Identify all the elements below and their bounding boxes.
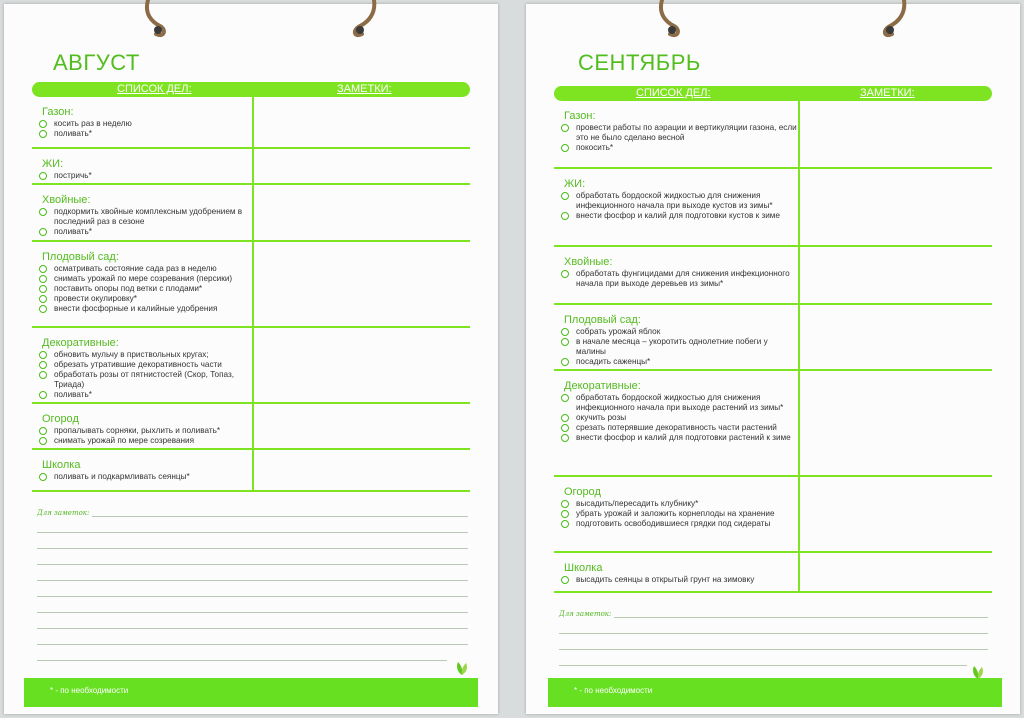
checkbox-circle-icon[interactable] (561, 520, 569, 528)
task-label: обрезать утратившие декоративность части (54, 360, 222, 369)
section-orchard (554, 305, 992, 371)
task-item (554, 509, 802, 519)
note-line[interactable] (37, 628, 468, 629)
section-title: Хвойные: (564, 256, 613, 268)
task-label: осматривать состояние сада раз в неделю (54, 264, 217, 273)
checkbox-circle-icon[interactable] (39, 208, 47, 216)
note-line[interactable] (92, 516, 468, 517)
task-label: обработать бордоской жидкостью для снижения инфекционного начала при выходе растений из зимы* (576, 393, 784, 412)
task-label: окучить розы (576, 413, 627, 422)
checkbox-circle-icon[interactable] (561, 328, 569, 336)
checkbox-circle-icon[interactable] (39, 371, 47, 379)
task-label: покосить* (576, 143, 614, 152)
checkbox-circle-icon[interactable] (39, 391, 47, 399)
task-item (554, 123, 802, 143)
task-item (32, 129, 258, 139)
task-item (554, 519, 802, 529)
task-label: обновить мульчу в приствольных кругах; (54, 350, 209, 359)
section-title: Плодовый сад: (42, 251, 119, 263)
checkbox-circle-icon[interactable] (39, 228, 47, 236)
checkbox-circle-icon[interactable] (39, 130, 47, 138)
task-label: внести фосфор и калий для подготовки растений к зиме (576, 433, 791, 442)
checkbox-circle-icon[interactable] (39, 351, 47, 359)
note-line[interactable] (37, 644, 468, 645)
task-item (32, 294, 258, 304)
footnote: * - по необходимости (50, 686, 129, 695)
section-title: Хвойные: (42, 194, 91, 206)
task-item (32, 436, 258, 446)
checkbox-circle-icon[interactable] (561, 192, 569, 200)
task-label: обработать бордоской жидкостью для снижения инфекционного начала при выходе кустов из зимы* (576, 191, 773, 210)
task-label: обработать розы от пятнистостей (Скор, Топаз, Триада) (54, 370, 235, 389)
twine-binding-icon (344, 0, 378, 40)
task-item (554, 499, 802, 509)
twine-binding-icon (140, 0, 174, 40)
task-item (554, 575, 802, 585)
checkbox-circle-icon[interactable] (561, 576, 569, 584)
task-item (32, 426, 258, 436)
checkbox-circle-icon[interactable] (561, 414, 569, 422)
section-title: Декоративные: (42, 337, 119, 349)
table-header (554, 86, 992, 101)
section-conifers (32, 185, 470, 242)
task-item (32, 274, 258, 284)
task-item (554, 269, 802, 289)
note-line[interactable] (37, 660, 447, 661)
checkbox-circle-icon[interactable] (561, 424, 569, 432)
task-label: собрать урожай яблок (576, 327, 661, 336)
task-label: косить раз в неделю (54, 119, 132, 128)
checkbox-circle-icon[interactable] (39, 285, 47, 293)
task-item (554, 337, 802, 357)
section-title: Огород (42, 413, 79, 425)
task-label: снимать урожай по мере созревания (персики) (54, 274, 233, 283)
note-line[interactable] (37, 548, 468, 549)
task-label: внести фосфорные и калийные удобрения (54, 304, 218, 313)
task-label: внести фосфор и калий для подготовки кустов к зиме (576, 211, 780, 220)
task-label: срезать потерявшие декоративность части растений (576, 423, 777, 432)
checkbox-circle-icon[interactable] (561, 510, 569, 518)
note-line[interactable] (559, 665, 967, 666)
task-label: постричь* (54, 171, 92, 180)
task-label: в начале месяца – укоротить однолетние побеги у малины (576, 337, 768, 356)
checkbox-circle-icon[interactable] (561, 270, 569, 278)
section-title: ЖИ: (564, 178, 586, 190)
twine-binding-icon (656, 0, 690, 40)
task-label: провести окулировку* (54, 294, 137, 303)
checkbox-circle-icon[interactable] (39, 361, 47, 369)
todo-table (554, 101, 992, 593)
notes-column-header: ЗАМЕТКИ: (337, 83, 392, 95)
section-orchard (32, 242, 470, 328)
notes-label: Для заметок: (37, 509, 90, 517)
checkbox-circle-icon[interactable] (39, 295, 47, 303)
note-line[interactable] (559, 633, 988, 634)
sprout-leaf-icon (455, 660, 469, 676)
checkbox-circle-icon[interactable] (39, 120, 47, 128)
task-item (32, 304, 258, 314)
task-label: посадить саженцы* (576, 357, 651, 366)
task-label: снимать урожай по мере созревания (54, 436, 195, 445)
section-conifers (554, 247, 992, 305)
note-line[interactable] (37, 532, 468, 533)
todo-table (32, 97, 470, 492)
task-item (32, 207, 258, 227)
checkbox-circle-icon[interactable] (39, 427, 47, 435)
task-item (32, 284, 258, 294)
section-title: Школка (564, 562, 603, 574)
task-label: убрать урожай и заложить корнеплоды на хранение (576, 509, 775, 518)
section-vegetable-garden (32, 404, 470, 450)
task-item (554, 211, 802, 221)
planner-page-september (526, 4, 1020, 714)
planner-page-august (4, 4, 498, 714)
task-label: высадить сеянцы в открытый грунт на зимовку (576, 575, 755, 584)
section-zhi (32, 149, 470, 185)
task-item (554, 433, 802, 443)
task-label: подкормить хвойные комплексным удобрением в последний раз в сезоне (54, 207, 243, 226)
task-item (32, 390, 258, 400)
checkbox-circle-icon[interactable] (39, 265, 47, 273)
checkbox-circle-icon[interactable] (561, 358, 569, 366)
section-vegetable-garden (554, 477, 992, 553)
section-title: Декоративные: (564, 380, 641, 392)
task-item (554, 357, 802, 367)
footer-bar (24, 678, 478, 707)
task-label: поливать* (54, 390, 92, 399)
note-line[interactable] (37, 580, 468, 581)
task-item (32, 171, 258, 181)
task-item (554, 143, 802, 153)
section-ornamental (32, 328, 470, 404)
checkbox-circle-icon[interactable] (39, 305, 47, 313)
section-ornamental (554, 371, 992, 477)
checkbox-circle-icon[interactable] (39, 473, 47, 481)
section-nursery (554, 553, 992, 593)
note-line[interactable] (614, 617, 988, 618)
task-label: пропалывать сорняки, рыхлить и поливать* (54, 426, 221, 435)
checkbox-circle-icon[interactable] (561, 394, 569, 402)
checkbox-circle-icon[interactable] (561, 144, 569, 152)
section-title: Школка (42, 459, 81, 471)
task-label: поливать и подкармливать сеянцы* (54, 472, 190, 481)
checkbox-circle-icon[interactable] (561, 124, 569, 132)
task-label: обработать фунгицидами для снижения инфекционного начала при выходе деревьев из зимы* (576, 269, 790, 288)
section-lawn (554, 101, 992, 169)
section-title: Газон: (42, 106, 74, 118)
section-title: Огород (564, 486, 601, 498)
task-label: поливать* (54, 129, 92, 138)
task-item (554, 423, 802, 433)
task-item (32, 350, 258, 360)
todo-column-header: СПИСОК ДЕЛ: (117, 83, 192, 95)
note-line[interactable] (37, 612, 468, 613)
task-label: поставить опоры под ветки с плодами* (54, 284, 203, 293)
task-item (554, 413, 802, 423)
footnote: * - по необходимости (574, 686, 653, 695)
footer-bar (548, 678, 1002, 707)
task-label: подготовить освободившиеся грядки под сидераты (576, 519, 771, 528)
note-line[interactable] (559, 649, 988, 650)
task-item (32, 119, 258, 129)
month-title: АВГУСТ (53, 50, 140, 75)
checkbox-circle-icon[interactable] (561, 434, 569, 442)
task-item (32, 227, 258, 237)
checkbox-circle-icon[interactable] (561, 212, 569, 220)
notes-column-header: ЗАМЕТКИ: (860, 87, 915, 99)
section-lawn (32, 97, 470, 149)
task-item (32, 472, 258, 482)
task-item (554, 327, 802, 337)
task-label: поливать* (54, 227, 92, 236)
checkbox-circle-icon[interactable] (561, 338, 569, 346)
note-line[interactable] (37, 596, 468, 597)
section-title: ЖИ: (42, 158, 64, 170)
task-item (32, 360, 258, 370)
task-item (554, 393, 802, 413)
todo-column-header: СПИСОК ДЕЛ: (636, 87, 711, 99)
section-zhi (554, 169, 992, 247)
notes-label: Для заметок: (559, 610, 612, 618)
section-title: Газон: (564, 110, 596, 122)
note-line[interactable] (37, 564, 468, 565)
task-item (32, 264, 258, 274)
task-label: провести работы по аэрации и вертикуляции газона, если это не было сделано весной (576, 123, 797, 142)
checkbox-circle-icon[interactable] (561, 500, 569, 508)
month-title: СЕНТЯБРЬ (578, 50, 701, 75)
section-nursery (32, 450, 470, 492)
task-item (554, 191, 802, 211)
checkbox-circle-icon[interactable] (39, 172, 47, 180)
checkbox-circle-icon[interactable] (39, 437, 47, 445)
section-title: Плодовый сад: (564, 314, 641, 326)
checkbox-circle-icon[interactable] (39, 275, 47, 283)
twine-binding-icon (874, 0, 908, 40)
task-item (32, 370, 258, 390)
task-label: высадить/пересадить клубнику* (576, 499, 699, 508)
table-header (32, 82, 470, 97)
